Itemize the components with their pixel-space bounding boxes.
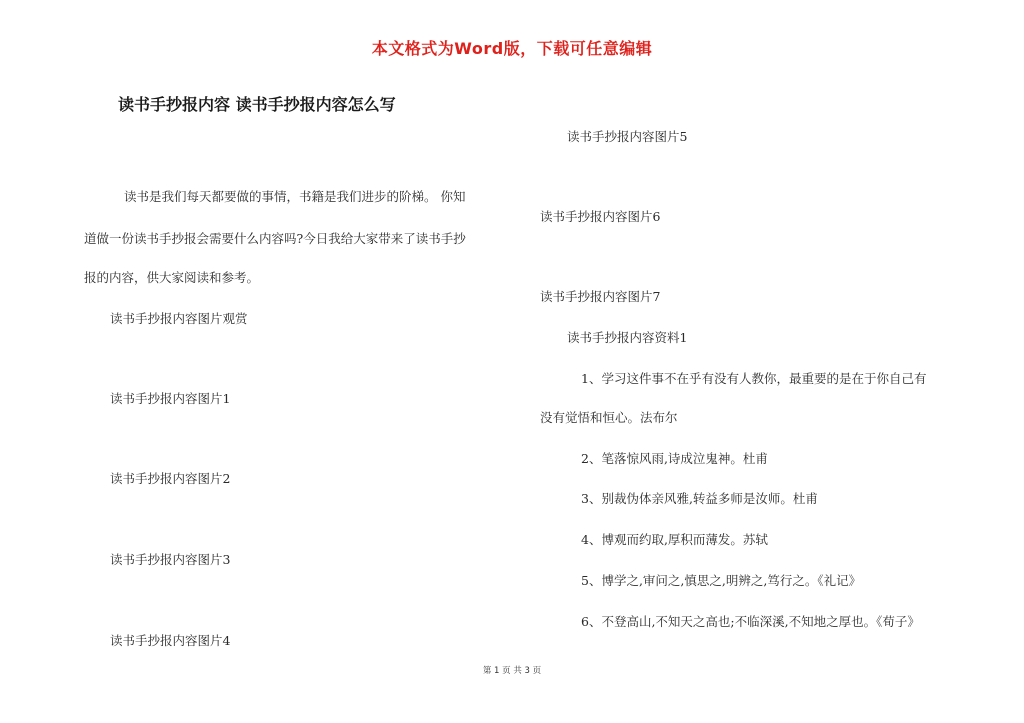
quote-line: 5、博学之,审问之,慎思之,明辨之,笃行之。《礼记》: [581, 573, 862, 588]
quote-line: 没有觉悟和恒心。法布尔: [540, 410, 678, 425]
list-item: 读书手抄报内容资料1: [567, 330, 688, 345]
intro-line-3: 报的内容，供大家阅读和参考。: [84, 270, 260, 285]
quote-line: 4、博观而约取,厚积而薄发。苏轼: [581, 532, 768, 547]
quote-line: 2、笔落惊风雨,诗成泣鬼神。杜甫: [581, 451, 768, 466]
intro-line-2: 道做一份读书手抄报会需要什么内容吗?今日我给大家带来了读书手抄: [84, 231, 466, 246]
list-item: 读书手抄报内容图片观赏: [110, 311, 248, 326]
list-item: 读书手抄报内容图片5: [567, 129, 688, 144]
page-number: 第 1 页 共 3 页: [482, 666, 542, 676]
list-item: 读书手抄报内容图片6: [540, 209, 661, 224]
list-item: 读书手抄报内容图片4: [110, 633, 231, 648]
list-item: 读书手抄报内容图片2: [110, 471, 231, 486]
intro-line-1: 读书是我们每天都要做的事情，书籍是我们进步的阶梯。 你知: [124, 189, 466, 204]
document-title: 读书手抄报内容 读书手抄报内容怎么写: [118, 95, 396, 114]
quote-line: 6、不登高山,不知天之高也;不临深溪,不知地之厚也。《荀子》: [581, 614, 920, 629]
list-item: 读书手抄报内容图片1: [110, 391, 231, 406]
quote-line: 3、别裁伪体亲风雅,转益多师是汝师。杜甫: [581, 491, 818, 506]
quote-line: 1、学习这件事不在乎有没有人教你，最重要的是在于你自己有: [581, 371, 927, 386]
list-item: 读书手抄报内容图片3: [110, 552, 231, 567]
format-banner: 本文格式为Word版，下载可任意编辑: [371, 39, 653, 58]
list-item: 读书手抄报内容图片7: [540, 289, 661, 304]
